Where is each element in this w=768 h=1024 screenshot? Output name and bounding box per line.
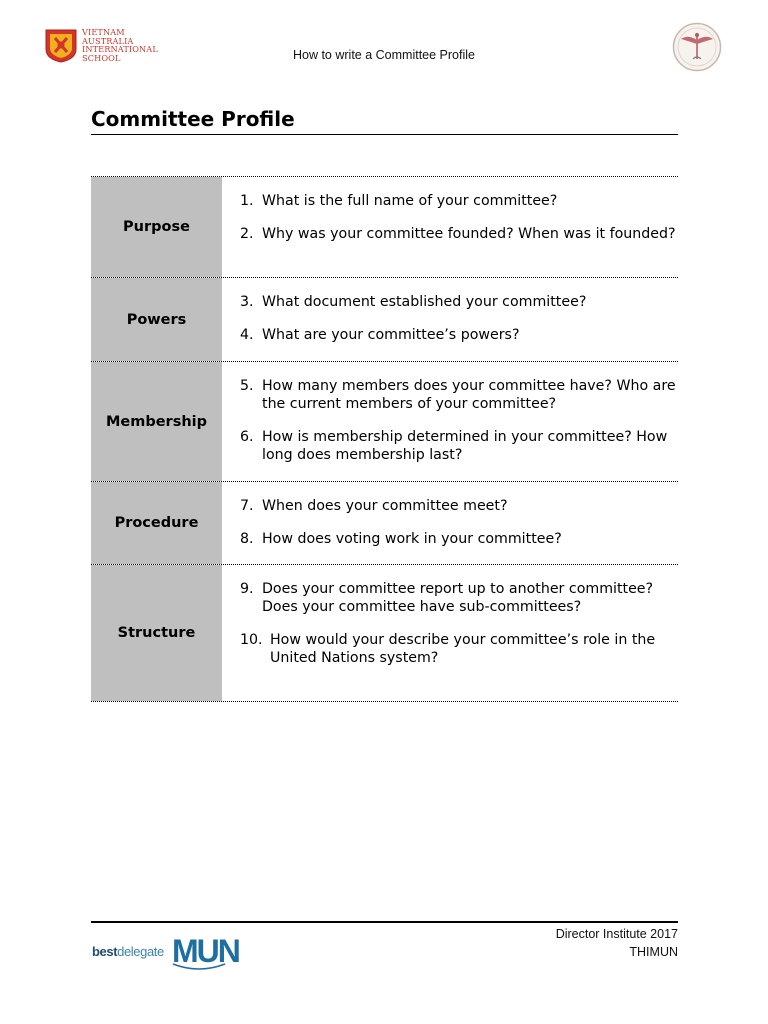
school-name-line: VIETNAM	[82, 27, 125, 37]
page-title: Committee Profile	[91, 107, 295, 131]
row-label: Structure	[91, 565, 222, 701]
question-list	[222, 565, 678, 701]
question-item	[222, 377, 678, 413]
footer-event: Director Institute 2017	[555, 927, 678, 941]
seal-logo	[672, 22, 722, 72]
question-item	[222, 631, 678, 667]
question-number: 1.	[240, 193, 254, 209]
table-row-procedure	[91, 481, 678, 564]
question-text: How does voting work in your committee?	[262, 531, 562, 547]
question-list	[222, 177, 678, 277]
table-row-structure	[91, 564, 678, 702]
question-number: 3.	[240, 294, 254, 310]
question-number: 2.	[240, 226, 254, 242]
laurel-icon	[171, 962, 227, 972]
question-text: How is membership determined in your committee? How long does membership last?	[262, 429, 668, 463]
row-label: Membership	[91, 362, 222, 481]
table-row-membership	[91, 361, 678, 481]
question-number: 7.	[240, 498, 254, 514]
question-text: What are your committee’s powers?	[262, 327, 520, 343]
question-item	[222, 326, 678, 344]
question-item	[222, 192, 678, 210]
logo-delegate-text: delegate	[117, 944, 164, 959]
question-number: 6.	[240, 429, 254, 445]
school-name-line: AUSTRALIA	[82, 35, 134, 46]
question-list	[222, 362, 678, 481]
row-label: Procedure	[91, 482, 222, 564]
mun-wordmark: MUN	[172, 933, 239, 969]
question-item	[222, 530, 678, 548]
best-delegate-wordmark	[92, 944, 164, 959]
question-number: 10.	[240, 632, 263, 648]
committee-profile-table	[91, 176, 678, 702]
question-text: Why was your committee founded? When was it founded?	[262, 226, 676, 242]
header-title: How to write a Committee Profile	[292, 48, 475, 62]
question-number: 4.	[240, 327, 254, 343]
question-text: Does your committee report up to another committee? Does your committee have sub-committees?	[262, 581, 654, 615]
question-item	[222, 428, 678, 464]
footer-org: THIMUN	[629, 945, 678, 959]
footer-info	[556, 925, 678, 961]
title-divider	[91, 134, 678, 135]
seal-emblem-icon	[672, 22, 722, 72]
question-number: 5.	[240, 378, 254, 394]
footer-divider	[91, 921, 678, 923]
school-name-line: INTERNATIONAL	[82, 44, 158, 55]
question-item	[222, 225, 678, 243]
question-text: How would your describe your committee’s role in the United Nations system?	[270, 632, 656, 666]
question-text: What is the full name of your committee?	[262, 193, 558, 209]
row-label: Powers	[91, 278, 222, 361]
logo-best-text: best	[92, 944, 118, 959]
table-row-powers	[91, 277, 678, 361]
best-delegate-mun-logo	[91, 932, 239, 974]
question-text: When does your committee meet?	[262, 498, 508, 514]
school-name-line: SCHOOL	[82, 52, 121, 63]
question-number: 9.	[240, 581, 254, 597]
table-row-purpose	[91, 176, 678, 277]
question-item	[222, 497, 678, 515]
question-list	[222, 482, 678, 564]
question-text: What document established your committee?	[262, 294, 587, 310]
row-label: Purpose	[91, 177, 222, 277]
question-number: 8.	[240, 531, 254, 547]
question-text: How many members does your committee have? Who are the current members of your committee?	[262, 378, 676, 412]
question-item	[222, 580, 678, 616]
question-list	[222, 278, 678, 361]
question-item	[222, 293, 678, 311]
